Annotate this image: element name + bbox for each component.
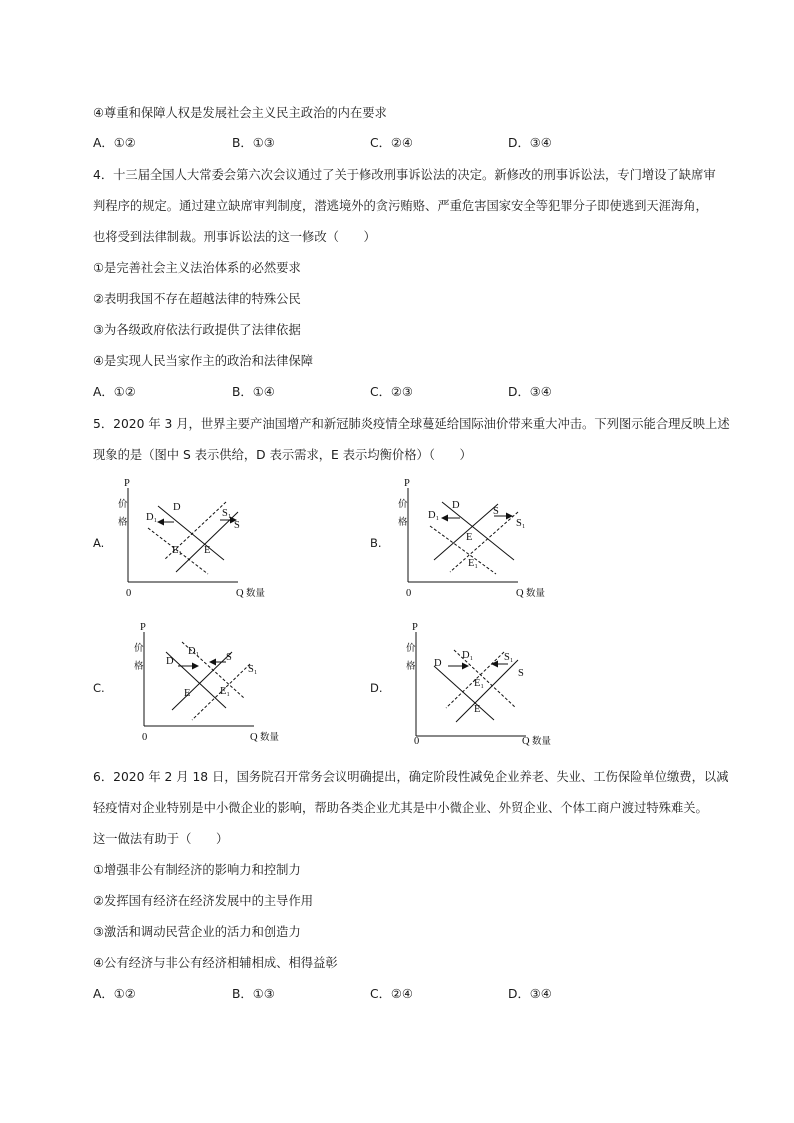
label-s: S: [493, 506, 499, 517]
label-s: S: [518, 668, 524, 679]
label-e1: E₁: [220, 686, 231, 697]
figure-c: [126, 620, 306, 746]
demand-curve-d: [166, 652, 226, 708]
axis-price-2: 格: [118, 517, 128, 528]
origin: 0: [414, 736, 420, 746]
q6-item-2: ②发挥国有经济在经济发展中的主导作用: [93, 894, 314, 908]
axis-qty: 数量: [260, 732, 280, 743]
q4-item-4: ④是实现人民当家作主的政治和法律保障: [93, 354, 314, 368]
label-e1: E₁: [172, 545, 183, 556]
q3-option-c: C．②④: [370, 136, 413, 150]
supply-curve-s: [456, 660, 518, 722]
q3-item-4: ④尊重和保障人权是发展社会主义民主政治的内在要求: [93, 106, 387, 120]
q4-item-2: ②表明我国不存在超越法律的特殊公民: [93, 292, 301, 306]
label-d: D: [434, 658, 442, 669]
label-e1: E₁: [474, 678, 485, 689]
figure-b: [390, 476, 570, 602]
figure-c-label: C.: [93, 681, 105, 695]
demand-curve-d1: [430, 526, 496, 574]
q6-option-a: A．①②: [93, 987, 136, 1001]
q6-option-d: D．③④: [508, 987, 552, 1001]
label-d: D: [173, 502, 181, 513]
q4-stem-line-3: 也将受到法律制裁。刑事诉讼法的这一修改（ ）: [93, 230, 376, 244]
label-e: E: [204, 545, 211, 556]
q4-option-b: B．①④: [232, 385, 275, 399]
q3-option-d: D．③④: [508, 136, 552, 150]
axis-q: Q: [516, 588, 524, 599]
supply-curve-s: [176, 512, 238, 572]
label-s1: S₁: [248, 664, 258, 675]
q6-item-3: ③激活和调动民营企业的活力和创造力: [93, 925, 301, 939]
q5-stem-line-2: 现象的是（图中 S 表示供给，D 表示需求，E 表示均衡价格）（ ）: [93, 448, 472, 462]
q6-stem-line-1: 6．2020 年 2 月 18 日，国务院召开常务会议明确提出，确定阶段性减免企业养老、失业、工伤保险单位缴费，以减: [93, 770, 729, 784]
figure-a: [110, 476, 290, 602]
figure-b-graph: [390, 476, 570, 602]
origin: 0: [126, 588, 132, 599]
axis-price-1: 价: [398, 499, 408, 510]
q4-item-3: ③为各级政府依法行政提供了法律依据: [93, 323, 301, 337]
label-d: D: [452, 500, 460, 511]
q4-stem-line-2: 判程序的规定。通过建立缺席审判制度，潜逃境外的贪污贿赂、严重危害国家安全等犯罪分子即使逃到天涯海角，: [93, 199, 708, 213]
figure-a-graph: [110, 476, 290, 602]
q6-option-c: C．②④: [370, 987, 413, 1001]
q6-item-1: ①增强非公有制经济的影响力和控制力: [93, 863, 301, 877]
label-s: S: [226, 652, 232, 663]
axis-qty: 数量: [246, 588, 266, 599]
q6-stem-line-2: 轻疫情对企业特别是中小微企业的影响，帮助各类企业尤其是中小微企业、外贸企业、个体工商户渡过特殊难关。: [93, 801, 708, 815]
q3-option-a: A．①②: [93, 136, 136, 150]
figure-b-label: B.: [370, 536, 382, 550]
label-d1: D₁: [462, 650, 474, 661]
q4-stem-line-1: 4．十三届全国人大常委会第六次会议通过了关于修改刑事诉讼法的决定。新修改的刑事诉讼法，专门增设了缺席审: [93, 168, 716, 182]
label-d1: D₁: [146, 512, 158, 523]
q4-option-a: A．①②: [93, 385, 136, 399]
figure-c-graph: [126, 620, 306, 746]
axis-price-2: 格: [134, 661, 144, 672]
axis-qty: 数量: [526, 588, 546, 599]
axis-price-2: 格: [406, 661, 416, 672]
label-e: E: [474, 704, 481, 715]
label-e1: E₁: [468, 558, 479, 569]
axis-q: Q: [522, 736, 530, 746]
figure-d: [398, 620, 578, 746]
demand-curve-d: [158, 506, 224, 560]
figure-a-label: A.: [93, 536, 105, 550]
figure-d-label: D.: [370, 681, 383, 695]
label-s: S: [234, 520, 240, 531]
origin: 0: [406, 588, 412, 599]
q4-item-1: ①是完善社会主义法治体系的必然要求: [93, 261, 301, 275]
origin: 0: [142, 732, 148, 743]
axis-p: P: [140, 622, 146, 633]
q4-option-c: C．②③: [370, 385, 413, 399]
q3-option-b: B．①③: [232, 136, 275, 150]
axis-qty: 数量: [532, 736, 552, 746]
axis-p: P: [404, 478, 410, 489]
label-d: D: [166, 656, 174, 667]
axis-price-2: 格: [398, 517, 408, 528]
label-s1: S₁: [516, 518, 526, 529]
label-s1: S₁: [504, 652, 514, 663]
axis-p: P: [124, 478, 130, 489]
label-s1: S₁: [222, 508, 232, 519]
q6-item-4: ④公有经济与非公有经济相辅相成、相得益彰: [93, 956, 338, 970]
supply-curve-s1: [450, 512, 518, 572]
label-e: E: [184, 688, 191, 699]
axis-p: P: [412, 622, 418, 633]
figure-d-graph: [398, 620, 578, 746]
axis-price-1: 价: [118, 499, 128, 510]
label-d1: D₁: [188, 646, 200, 657]
q4-option-d: D．③④: [508, 385, 552, 399]
label-e: E: [466, 532, 473, 543]
q5-stem-line-1: 5．2020 年 3 月，世界主要产油国增产和新冠肺炎疫情全球蔓延给国际油价带来重大冲击。下列图示能合理反映上述: [93, 417, 730, 431]
label-d1: D₁: [428, 510, 440, 521]
q6-option-b: B．①③: [232, 987, 275, 1001]
axis-q: Q: [236, 588, 244, 599]
axis-q: Q: [250, 732, 258, 743]
q6-stem-line-3: 这一做法有助于（ ）: [93, 832, 229, 846]
axis-price-1: 价: [134, 643, 144, 654]
axis-price-1: 价: [406, 643, 416, 654]
